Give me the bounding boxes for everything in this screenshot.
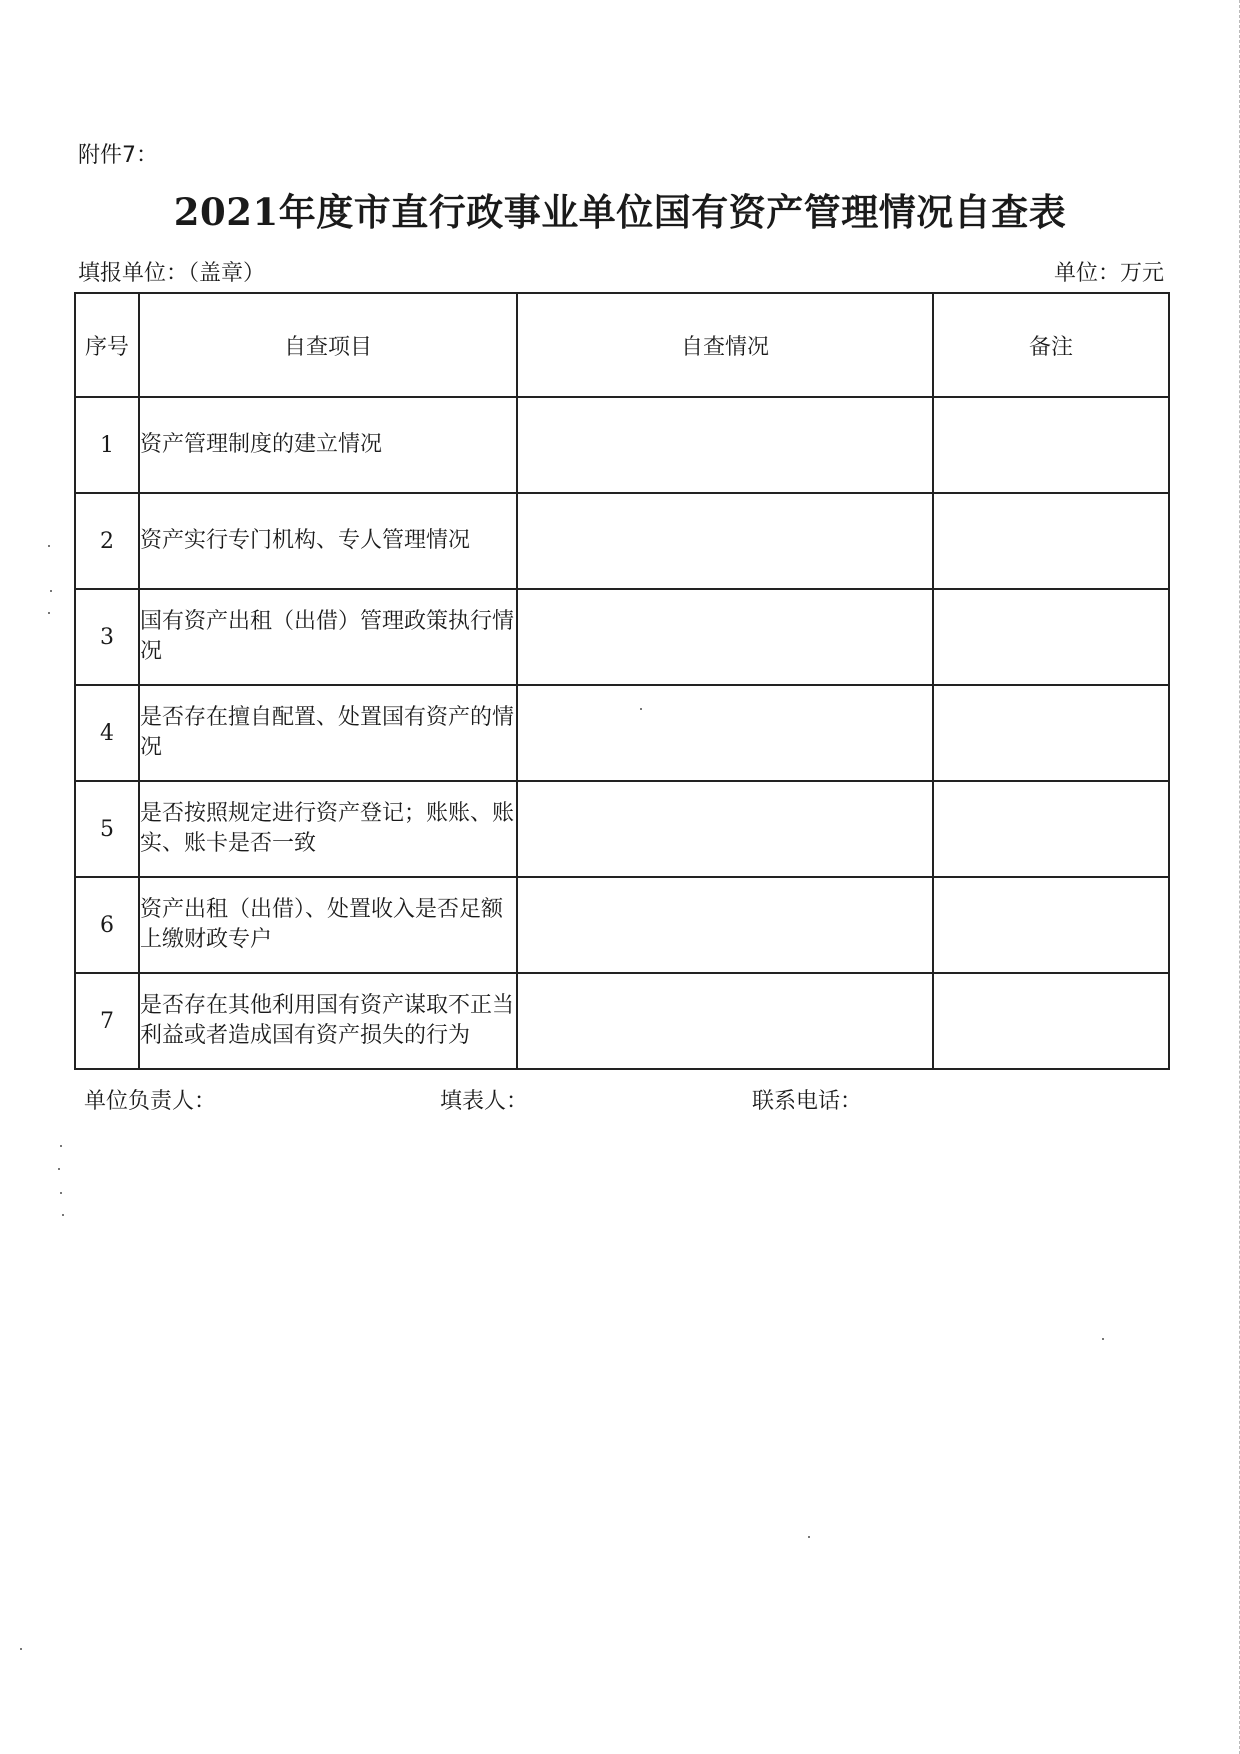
form-filler-label: 填表人： — [440, 1089, 529, 1114]
row-remark-cell[interactable] — [933, 589, 1169, 685]
page-title: 2021年度市直行政事业单位国有资产管理情况自查表 — [173, 190, 1067, 234]
row-item: 资产出租（出借）、处置收入是否足额上缴财政专户 — [139, 877, 517, 973]
row-status-cell[interactable] — [517, 589, 933, 685]
scan-speck — [60, 1192, 62, 1194]
row-status-cell[interactable] — [517, 397, 933, 493]
row-remark-cell[interactable] — [933, 877, 1169, 973]
table-row — [75, 589, 1169, 685]
row-number: 7 — [75, 973, 139, 1069]
row-status-cell[interactable] — [517, 877, 933, 973]
scan-speck — [640, 708, 642, 710]
scan-speck — [62, 1214, 64, 1216]
scan-speck — [60, 1145, 62, 1147]
table-row — [75, 397, 1169, 493]
table-row — [75, 973, 1169, 1069]
row-item: 是否按照规定进行资产登记；账账、账实、账卡是否一致 — [139, 781, 517, 877]
row-status-cell[interactable] — [517, 685, 933, 781]
table-row — [75, 781, 1169, 877]
row-number: 1 — [75, 397, 139, 493]
header-status: 自查情况 — [517, 293, 933, 397]
scan-speck — [58, 1168, 60, 1170]
reporting-unit-label: 填报单位：（盖章） — [78, 261, 266, 286]
row-remark-cell[interactable] — [933, 685, 1169, 781]
row-item: 是否存在擅自配置、处置国有资产的情况 — [139, 685, 517, 781]
row-number: 5 — [75, 781, 139, 877]
row-remark-cell[interactable] — [933, 397, 1169, 493]
row-number: 6 — [75, 877, 139, 973]
row-remark-cell[interactable] — [933, 973, 1169, 1069]
header-remark: 备注 — [933, 293, 1169, 397]
row-number: 3 — [75, 589, 139, 685]
row-number: 4 — [75, 685, 139, 781]
table-row — [75, 877, 1169, 973]
scan-speck — [20, 1648, 22, 1650]
table-row — [75, 685, 1169, 781]
attachment-label: 附件7： — [78, 143, 158, 168]
row-remark-cell[interactable] — [933, 781, 1169, 877]
row-item: 国有资产出租（出借）管理政策执行情况 — [139, 589, 517, 685]
meta-row — [78, 256, 1164, 287]
row-item: 资产管理制度的建立情况 — [139, 397, 517, 493]
self-check-table — [74, 292, 1170, 1070]
row-status-cell[interactable] — [517, 781, 933, 877]
header-number: 序号 — [75, 293, 139, 397]
scan-speck — [50, 590, 52, 592]
scan-speck — [48, 612, 50, 614]
unit-label: 单位：万元 — [1053, 261, 1164, 286]
scan-speck — [808, 1536, 810, 1538]
row-remark-cell[interactable] — [933, 493, 1169, 589]
contact-phone-label: 联系电话： — [752, 1089, 863, 1114]
responsible-person-label: 单位负责人： — [84, 1089, 217, 1114]
table-row — [75, 493, 1169, 589]
scan-speck — [48, 545, 50, 547]
scan-speck — [1102, 1338, 1104, 1340]
table-header-row — [75, 293, 1169, 397]
row-number: 2 — [75, 493, 139, 589]
row-status-cell[interactable] — [517, 493, 933, 589]
row-item: 资产实行专门机构、专人管理情况 — [139, 493, 517, 589]
row-item: 是否存在其他利用国有资产谋取不正当利益或者造成国有资产损失的行为 — [139, 973, 517, 1069]
header-item: 自查项目 — [139, 293, 517, 397]
row-status-cell[interactable] — [517, 973, 933, 1069]
